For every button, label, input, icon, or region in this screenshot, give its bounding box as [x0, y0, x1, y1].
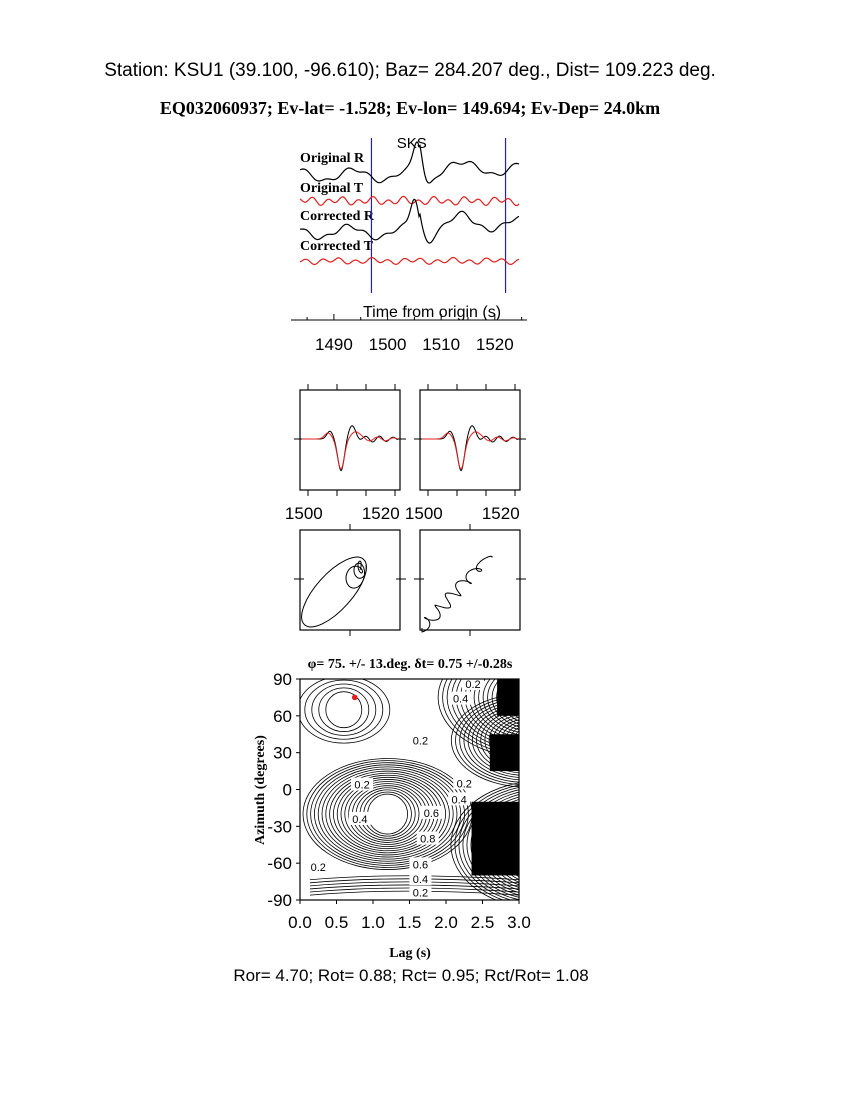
comparison-trace-red: [422, 432, 518, 469]
comparison-trace-red: [302, 432, 398, 469]
trace-label-corrected-r: Corrected R: [300, 209, 374, 224]
lag-tick-label: 1.0: [361, 913, 385, 932]
comparison-box-right: [420, 390, 520, 490]
minimum-contour: [319, 688, 369, 732]
lower-contour: [368, 794, 408, 834]
event-line: EQ032060937; Ev-lat= -1.528; Ev-lon= 149.694; Ev-Dep= 24.0km: [159, 98, 661, 118]
comparison-trace-black: [302, 426, 398, 471]
lag-axis-label: Lag (s): [389, 946, 431, 961]
comparison-box-left: [300, 390, 400, 490]
contour-label: 0.4: [451, 794, 467, 807]
azimuth-tick-label: 90: [273, 670, 292, 689]
contour-label: 0.2: [456, 778, 472, 791]
azimuth-tick-label: 30: [273, 743, 292, 763]
contour-label: 0.2: [412, 887, 429, 900]
trace-original-t: [300, 196, 519, 205]
contour-label: 0.6: [412, 859, 429, 872]
lower-dense-contour: [523, 821, 559, 869]
time-tick-label: 1510: [422, 335, 461, 354]
azimuth-tick-label: 0: [282, 780, 292, 800]
azimuth-tick-label: -30: [267, 817, 292, 837]
lower-contour: [307, 761, 469, 868]
contour-label: 0.4: [452, 693, 469, 706]
contour-label: 0.8: [420, 833, 436, 846]
azimuth-tick-label: 60: [273, 706, 292, 726]
trace-label-corrected-t: Corrected T: [300, 239, 373, 254]
contour-label: 0.6: [423, 807, 440, 820]
lag-tick-label: 1.5: [397, 913, 422, 932]
contour-label: 0.2: [412, 735, 429, 748]
misfit-grid-panel: [253, 636, 631, 961]
best-fit-marker: [352, 695, 358, 701]
particle-motion-trace: [346, 561, 366, 588]
particle-motion-panels: [291, 524, 526, 637]
contour-label: 0.2: [465, 678, 481, 691]
seismogram-panel: [291, 135, 527, 354]
contour-label: 0.2: [310, 861, 326, 874]
lower-dense-contour: [519, 818, 563, 871]
trace-corrected-t: [300, 258, 519, 265]
lag-tick-label: 3.0: [507, 913, 531, 932]
particle-motion-box-before: [300, 530, 400, 630]
contour-label: 0.4: [352, 813, 368, 826]
lower-dense-contour: [511, 814, 571, 876]
comparison-tick-label: 1500: [404, 504, 443, 523]
lower-dense-contour: [527, 823, 555, 867]
grid-title: φ= 75. +/- 13.deg. δt= 0.75 +/-0.28s: [307, 657, 513, 672]
time-tick-label: 1490: [314, 335, 353, 354]
upper-dense-contour: [515, 678, 553, 716]
upper-dense-contour: [524, 683, 544, 711]
upper-dense-contour: [519, 681, 548, 714]
comparison-trace-black: [422, 426, 518, 471]
saturated-region-middle: [490, 734, 519, 771]
trace-label-original-t: Original T: [300, 181, 364, 196]
upper-mid-contour: [472, 705, 580, 775]
lag-tick-label: 0.5: [324, 913, 349, 932]
minimum-contour: [305, 680, 383, 739]
upper-mid-contour: [468, 703, 584, 778]
comparison-tick-label: 1520: [361, 504, 400, 523]
time-tick-label: 1500: [368, 335, 407, 354]
particle-motion-ellipse: [291, 547, 377, 636]
comparison-tick-label: 1500: [284, 504, 323, 523]
upper-mid-contour: [451, 694, 601, 787]
lag-tick-label: 0.0: [288, 913, 312, 932]
saturated-region-lower: [472, 802, 519, 876]
lower-contour: [364, 792, 412, 836]
azimuth-tick-label: -60: [267, 854, 292, 874]
contour-label: 0.4: [412, 874, 429, 887]
trace-label-original-r: Original R: [300, 151, 365, 166]
saturated-region-upper: [497, 679, 519, 716]
ratio-summary: Ror= 4.70; Rot= 0.88; Rct= 0.95; Rct/Rot= 1.08: [233, 966, 589, 985]
station-line: Station: KSU1 (39.100, -96.610); Baz= 284.207 deg., Dist= 109.223 deg.: [104, 60, 716, 81]
contour-label: 0.2: [354, 779, 370, 792]
time-tick-label: 1520: [475, 335, 514, 354]
time-axis-label: Time from origin (s): [362, 304, 502, 321]
waveform-comparison-panels: [285, 384, 526, 523]
comparison-tick-label: 1520: [481, 504, 520, 523]
lower-dense-contour: [515, 816, 567, 873]
upper-mid-contour: [460, 698, 593, 782]
azimuth-axis-label: Azimuth (degrees): [253, 735, 268, 845]
particle-motion-box-after: [420, 530, 520, 630]
azimuth-tick-label: -90: [267, 891, 292, 910]
lag-tick-label: 2.0: [434, 913, 458, 932]
lag-tick-label: 2.5: [470, 913, 495, 932]
particle-motion-trace: [422, 556, 492, 632]
sks-phase-label: SKS: [396, 135, 427, 152]
